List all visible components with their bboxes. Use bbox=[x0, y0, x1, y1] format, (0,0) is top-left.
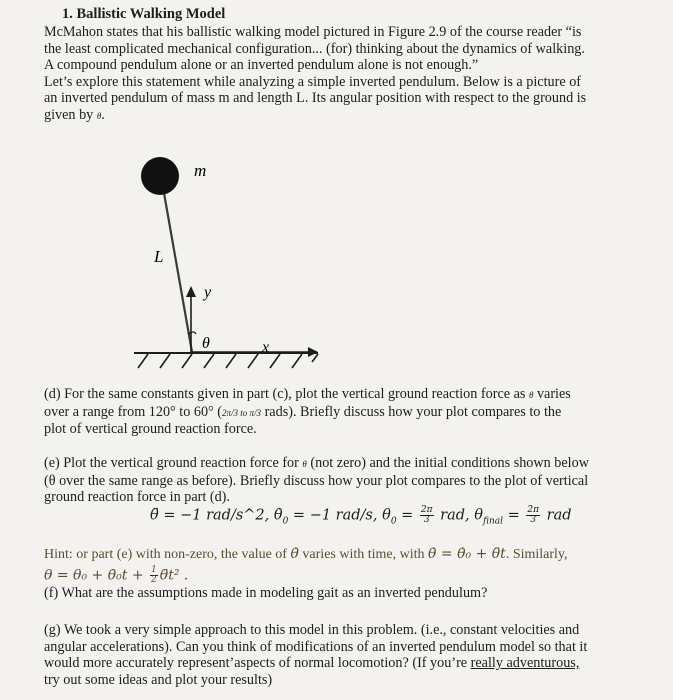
part-e-line-1-end: (not zero) and the initial conditions shown below bbox=[310, 455, 589, 471]
part-g-line-3-text: would more accurately represent’aspects of normal locomotion? (If you’re bbox=[44, 655, 471, 672]
pendulum-rod bbox=[161, 176, 192, 352]
intro-line-5: an inverted pendulum of mass m and length L. Its angular position with respect to the ground is bbox=[44, 90, 587, 107]
hint-line-2 bbox=[44, 566, 644, 585]
mass-label: m bbox=[194, 161, 207, 180]
eq-theta-final: rad, θ bbox=[435, 507, 483, 524]
part-g-line-3 bbox=[44, 655, 644, 672]
hint-theta-dot: θ̇ bbox=[290, 546, 299, 562]
part-d-line-2 bbox=[44, 404, 644, 422]
eq-theta-dot: = −1 rad/s, θ bbox=[288, 507, 391, 524]
theta-symbol: θ bbox=[302, 459, 307, 469]
eq-equals-2: = bbox=[503, 507, 525, 524]
eq-fraction-final: $\frac{2\pi}{3}$ bbox=[527, 505, 540, 525]
part-g-line-1: (g) We took a very simple approach to this model in this problem. (i.e., constant velocities and bbox=[44, 622, 580, 638]
hint-line-1 bbox=[44, 546, 644, 564]
part-d-line-1-end: varies bbox=[536, 386, 571, 402]
eq-sub-0: 0 bbox=[390, 516, 397, 527]
eq-fraction-initial: $\frac{2\pi}{3}$ bbox=[420, 505, 433, 525]
part-g-line-2: angular accelerations). Can you think of modifications of an inverted pendulum model so that it bbox=[44, 638, 588, 655]
theta-symbol: θ bbox=[528, 390, 534, 400]
hint-position-equation: θ = θ₀ + θ̇₀t + bbox=[44, 567, 149, 584]
y-axis-arrowhead bbox=[186, 286, 196, 297]
intro-end: . bbox=[101, 106, 105, 123]
part-e-line-1 bbox=[44, 455, 644, 473]
eq-sub-0: 0 bbox=[282, 516, 289, 527]
hint-velocity-equation: θ̇ = θ̇₀ + θ̈t bbox=[428, 546, 506, 562]
intro-line-2: the least complicated mechanical configuration... (for) thinking about the dynamics of walking. bbox=[44, 40, 585, 57]
part-e-line-2: (θ over the same range as before). Briefly discuss how your plot compares to the plot of vertical bbox=[44, 472, 589, 489]
hint-text: Hint: or part (e) with non-zero, the value of bbox=[44, 547, 287, 562]
part-f-paragraph bbox=[44, 585, 644, 602]
intro-line-3: A compound pendulum alone or an inverted pendulum alone is not enough.” bbox=[44, 57, 479, 74]
part-d-line-1 bbox=[44, 386, 644, 404]
part-d-line-1-text: (d) For the same constants given in part (c), plot the vertical ground reaction force as bbox=[44, 386, 526, 402]
part-e-line-1-text: (e) Plot the vertical ground reaction force for bbox=[44, 455, 299, 471]
radian-range: 2π/3 to π/3 bbox=[222, 407, 262, 418]
x-axis-label: x bbox=[262, 339, 270, 356]
eq-rad: rad bbox=[542, 507, 572, 524]
part-e-line-3: ground reaction force in part (d). bbox=[44, 489, 230, 506]
intro-line-6-text: given by bbox=[44, 106, 94, 123]
ground-hatching bbox=[138, 354, 318, 368]
part-d-line-2-end: rads). Briefly discuss how your plot compares to the bbox=[261, 403, 562, 420]
eq-sub-final: final bbox=[483, 516, 504, 527]
problem-title: 1. Ballistic Walking Model bbox=[62, 6, 226, 22]
eq-equals: = bbox=[396, 507, 418, 524]
initial-conditions-equation bbox=[150, 506, 572, 526]
hint-paragraph bbox=[44, 546, 644, 585]
hint-text-3: . Similarly, bbox=[505, 547, 568, 562]
intro-line-1: McMahon states that his ballistic walking model pictured in Figure 2.9 of the course reader “is bbox=[44, 24, 582, 40]
theta-symbol: θ bbox=[96, 110, 102, 121]
hint-text-2: varies with time, with bbox=[302, 547, 425, 562]
hint-position-equation-end: θ̈t² . bbox=[159, 567, 189, 584]
really-adventurous-text: really adventurous, bbox=[470, 655, 580, 672]
part-d-line-3: plot of vertical ground reaction force. bbox=[44, 421, 257, 438]
part-d-line-2-text: over a range from 120° to 60° ( bbox=[44, 403, 222, 420]
length-label: L bbox=[154, 247, 164, 266]
hint-half-fraction: $\frac{1}{2}$ bbox=[151, 564, 157, 585]
pendulum-mass bbox=[141, 157, 179, 195]
part-g-paragraph bbox=[44, 622, 644, 688]
part-f-line-1: (f) What are the assumptions made in modeling gait as an inverted pendulum? bbox=[44, 585, 488, 601]
part-g-line-4: try out some ideas and plot your results) bbox=[44, 671, 273, 688]
y-axis-label: y bbox=[204, 284, 212, 301]
intro-line-4: Let’s explore this statement while analyzing a simple inverted pendulum. Below is a picture of bbox=[44, 73, 582, 90]
eq-theta-ddot: θ̈ = −1 rad/s^2, θ̇ bbox=[150, 507, 283, 524]
part-d-paragraph bbox=[44, 386, 644, 438]
angle-label: θ bbox=[202, 335, 210, 352]
part-e-paragraph bbox=[44, 455, 644, 506]
